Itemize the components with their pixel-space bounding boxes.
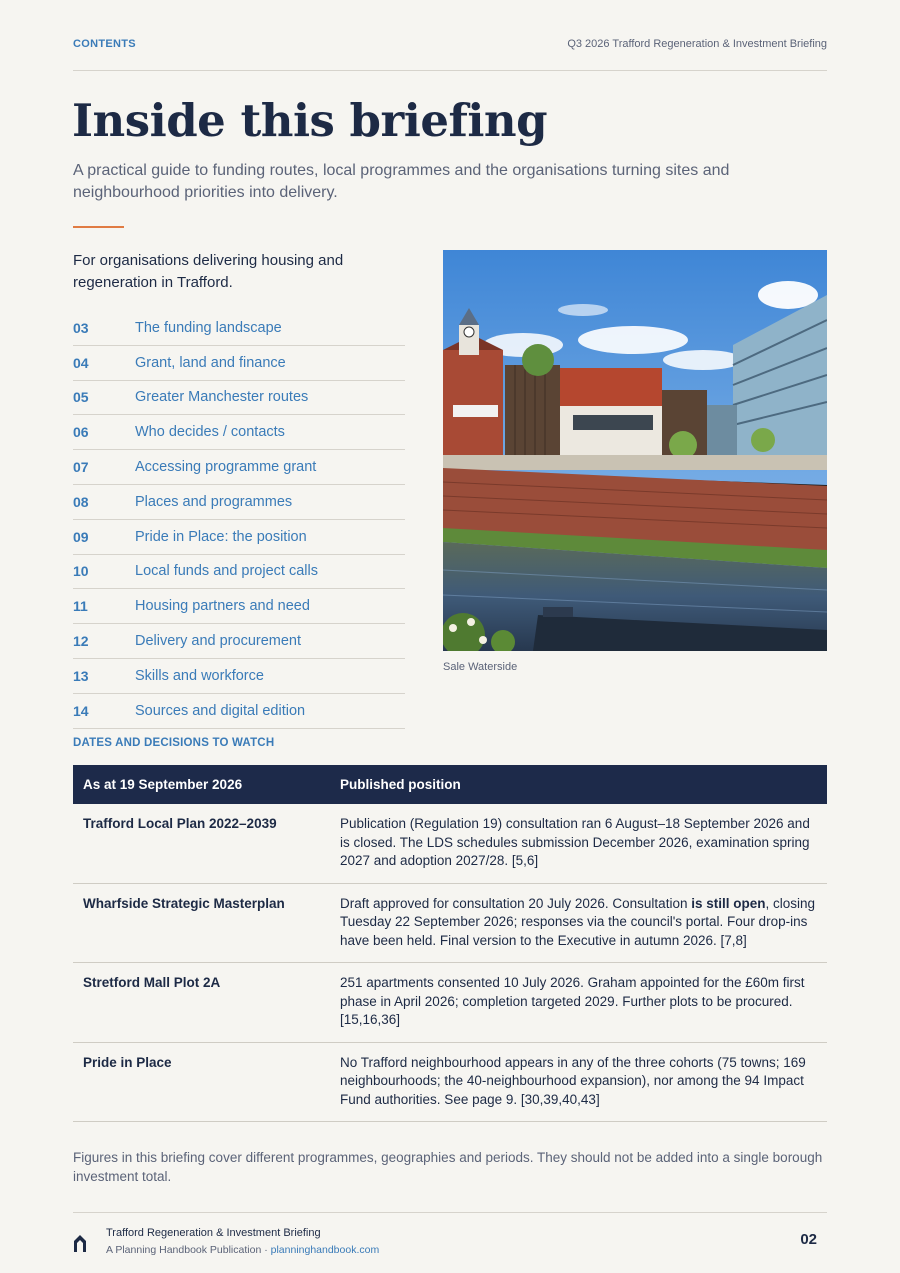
table-cell-item: Stretford Mall Plot 2A <box>73 963 330 1043</box>
toc-link[interactable]: The funding landscape <box>135 319 282 336</box>
toc-link[interactable]: Sources and digital edition <box>135 702 306 719</box>
toc-item[interactable] <box>73 694 405 729</box>
footer-publisher-text: A Planning Handbook Publication · <box>106 1244 271 1256</box>
table-cell-position: 251 apartments consented 10 July 2026. Graham appointed for the £60m first phase in April 2026; completion targeted 2029. Further plots to be procured. [15,16,36] <box>330 963 827 1043</box>
table-cell-item: Wharfside Strategic Masterplan <box>73 883 330 963</box>
toc-page-number: 07 <box>73 459 89 476</box>
toc-link[interactable]: Grant, land and finance <box>135 354 286 371</box>
toc-link[interactable]: Who decides / contacts <box>135 424 285 441</box>
column-header: As at 19 September 2026 <box>73 765 330 804</box>
column-header: Published position <box>330 765 827 804</box>
accent-rule <box>73 226 124 228</box>
toc-link[interactable]: Pride in Place: the position <box>135 528 307 545</box>
toc-item[interactable] <box>73 659 405 694</box>
toc-page-number: 09 <box>73 528 89 545</box>
table-cell-item: Pride in Place <box>73 1042 330 1122</box>
toc-page-number: 08 <box>73 493 89 510</box>
table-cell-position <box>330 883 827 963</box>
page-subtitle: A practical guide to funding routes, local programmes and the organisations turning sites and neighbourhood priorities into delivery. <box>73 162 730 201</box>
toc-link[interactable]: Greater Manchester routes <box>135 389 309 406</box>
toc-page-number: 11 <box>73 598 88 615</box>
table-cell-position: Publication (Regulation 19) consultation ran 6 August–18 September 2026 and is closed. The LDS schedules submission December 2026, examination spring 2027 and adoption 2027/28. [5,6] <box>330 804 827 883</box>
toc-item[interactable] <box>73 555 405 590</box>
toc-page-number: 06 <box>73 424 89 441</box>
toc-page-number: 13 <box>73 667 89 684</box>
position-text: , closing Tuesday 22 September 2026; responses via the council's portal. Four drop-ins have been held. Final version to the Executive in autumn 2026. [7,8] <box>340 895 816 948</box>
footnote: Figures in this briefing cover different programmes, geographies and periods. They should not be added into a single borough investment total. <box>73 1150 823 1184</box>
website-link[interactable]: planninghandbook.com <box>270 1244 380 1256</box>
toc-page-number: 03 <box>73 319 89 336</box>
table-cell-item: Trafford Local Plan 2022–2039 <box>73 804 330 883</box>
table-row <box>73 883 827 963</box>
toc-item[interactable] <box>73 589 405 624</box>
table-cell-position: No Trafford neighbourhood appears in any of the three cohorts (75 towns; 169 neighbourhoods; the 40-neighbourhood expansion), nor among the 94 Impact Fund authorities. See page 9. [30,39,40,43] <box>330 1042 827 1122</box>
toc-link[interactable]: Housing partners and need <box>135 598 310 615</box>
dates-section-label: DATES AND DECISIONS TO WATCH <box>73 737 275 749</box>
footer-text <box>106 1227 379 1256</box>
table-row <box>73 804 827 883</box>
toc-item[interactable] <box>73 520 405 555</box>
toc-page-number: 04 <box>73 354 89 371</box>
toc-page-number: 12 <box>73 633 89 650</box>
section-kicker: CONTENTS <box>73 38 136 50</box>
sale-waterside-photo <box>443 250 827 651</box>
toc-link[interactable]: Local funds and project calls <box>135 563 318 580</box>
footer-publisher <box>106 1244 379 1256</box>
table-header-row <box>73 765 827 804</box>
page-footer <box>73 1212 827 1262</box>
toc-page-number: 14 <box>73 702 89 719</box>
toc-link[interactable]: Skills and workforce <box>135 667 264 684</box>
toc-item[interactable] <box>73 624 405 659</box>
toc-page-number: 05 <box>73 389 89 406</box>
table-of-contents <box>73 311 405 729</box>
toc-page-number: 10 <box>73 563 89 580</box>
toc-item[interactable] <box>73 415 405 450</box>
publisher-logo-icon <box>73 1233 91 1253</box>
toc-item[interactable] <box>73 485 405 520</box>
toc-link[interactable]: Accessing programme grant <box>135 459 317 476</box>
toc-item[interactable] <box>73 381 405 416</box>
toc-link[interactable]: Delivery and procurement <box>135 633 302 650</box>
toc-item[interactable] <box>73 450 405 485</box>
page-title: Inside this briefing <box>72 94 548 147</box>
position-emphasis: is still open <box>691 895 766 911</box>
toc-item[interactable] <box>73 346 405 381</box>
photo-caption: Sale Waterside <box>443 661 518 673</box>
page-number: 02 <box>800 1231 817 1248</box>
table-row <box>73 1042 827 1122</box>
table-row <box>73 963 827 1043</box>
page-header <box>73 38 827 71</box>
position-text: Draft approved for consultation 20 July 2026. Consultation <box>340 895 692 911</box>
toc-item[interactable] <box>73 311 405 346</box>
toc-link[interactable]: Places and programmes <box>135 493 293 510</box>
dates-table <box>73 765 827 1122</box>
intro-text: For organisations delivering housing and regeneration in Trafford. <box>73 252 344 291</box>
footer-title: Trafford Regeneration & Investment Briefing <box>106 1227 321 1239</box>
publication-title: Q3 2026 Trafford Regeneration & Investment Briefing <box>567 38 827 50</box>
